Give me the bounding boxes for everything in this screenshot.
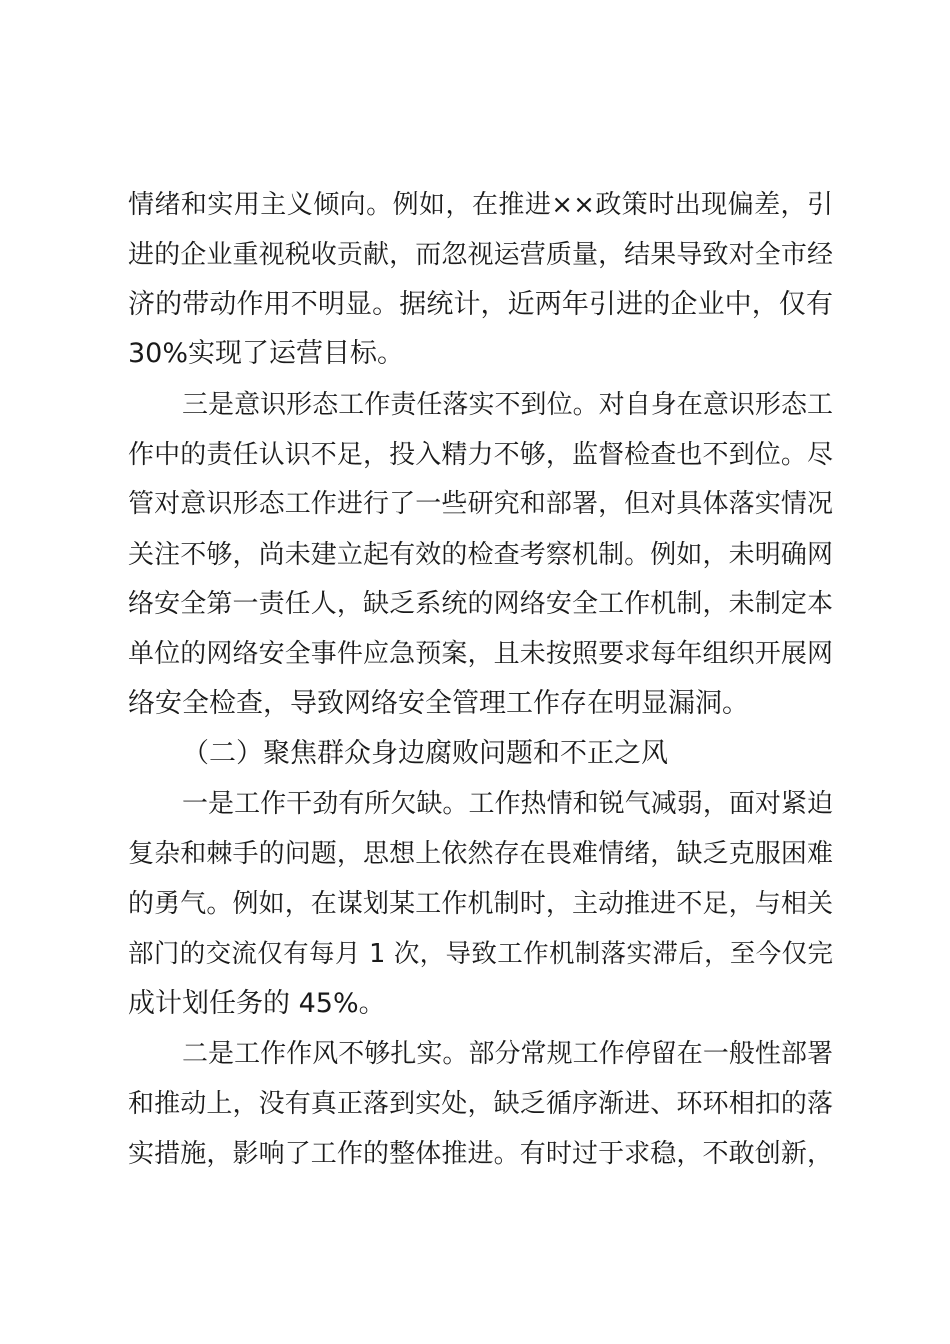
paragraph-first-line: 三是意识形态工作责任落实不到位。对自身在意识形态工	[182, 390, 833, 420]
body-text-line: 单位的网络安全事件应急预案，且未按照要求每年组织开展网	[128, 639, 833, 669]
body-text-line: 作中的责任认识不足，投入精力不够，监督检查也不到位。尽	[128, 440, 833, 470]
body-text-line: 进的企业重视税收贡献，而忽视运营质量，结果导致对全市经	[128, 240, 833, 270]
body-text-line: 成计划任务的 45%。	[128, 988, 386, 1019]
body-text-line: 实措施，影响了工作的整体推进。有时过于求稳，不敢创新，	[128, 1139, 833, 1169]
body-text-line: 复杂和棘手的问题，思想上依然存在畏难情绪，缺乏克服困难	[128, 839, 833, 869]
body-text-line: 部门的交流仅有每月 1 次，导致工作机制落实滞后，至今仅完	[128, 939, 833, 969]
body-text-line: 和推动上，没有真正落到实处，缺乏循序渐进、环环相扣的落	[128, 1089, 833, 1119]
body-text-line: 的勇气。例如，在谋划某工作机制时，主动推进不足，与相关	[128, 889, 833, 919]
body-text-line: 济的带动作用不明显。据统计，近两年引进的企业中，仅有	[128, 289, 833, 320]
paragraph-first-line: 二是工作作风不够扎实。部分常规工作停留在一般性部署	[182, 1039, 833, 1069]
body-text-line: 30%实现了运营目标。	[128, 338, 405, 369]
body-text-line: 络安全第一责任人，缺乏系统的网络安全工作机制，未制定本	[128, 589, 833, 619]
body-text-line: 络安全检查，导致网络安全管理工作存在明显漏洞。	[128, 688, 749, 719]
section-heading: （二）聚焦群众身边腐败问题和不正之风	[182, 738, 668, 769]
paragraph-first-line: 一是工作干劲有所欠缺。工作热情和锐气减弱，面对紧迫	[182, 789, 833, 819]
body-text-line: 管对意识形态工作进行了一些研究和部署，但对具体落实情况	[128, 489, 833, 519]
body-text-line: 情绪和实用主义倾向。例如，在推进××政策时出现偏差，引	[128, 190, 833, 220]
body-text-line: 关注不够，尚未建立起有效的检查考察机制。例如，未明确网	[128, 540, 833, 570]
